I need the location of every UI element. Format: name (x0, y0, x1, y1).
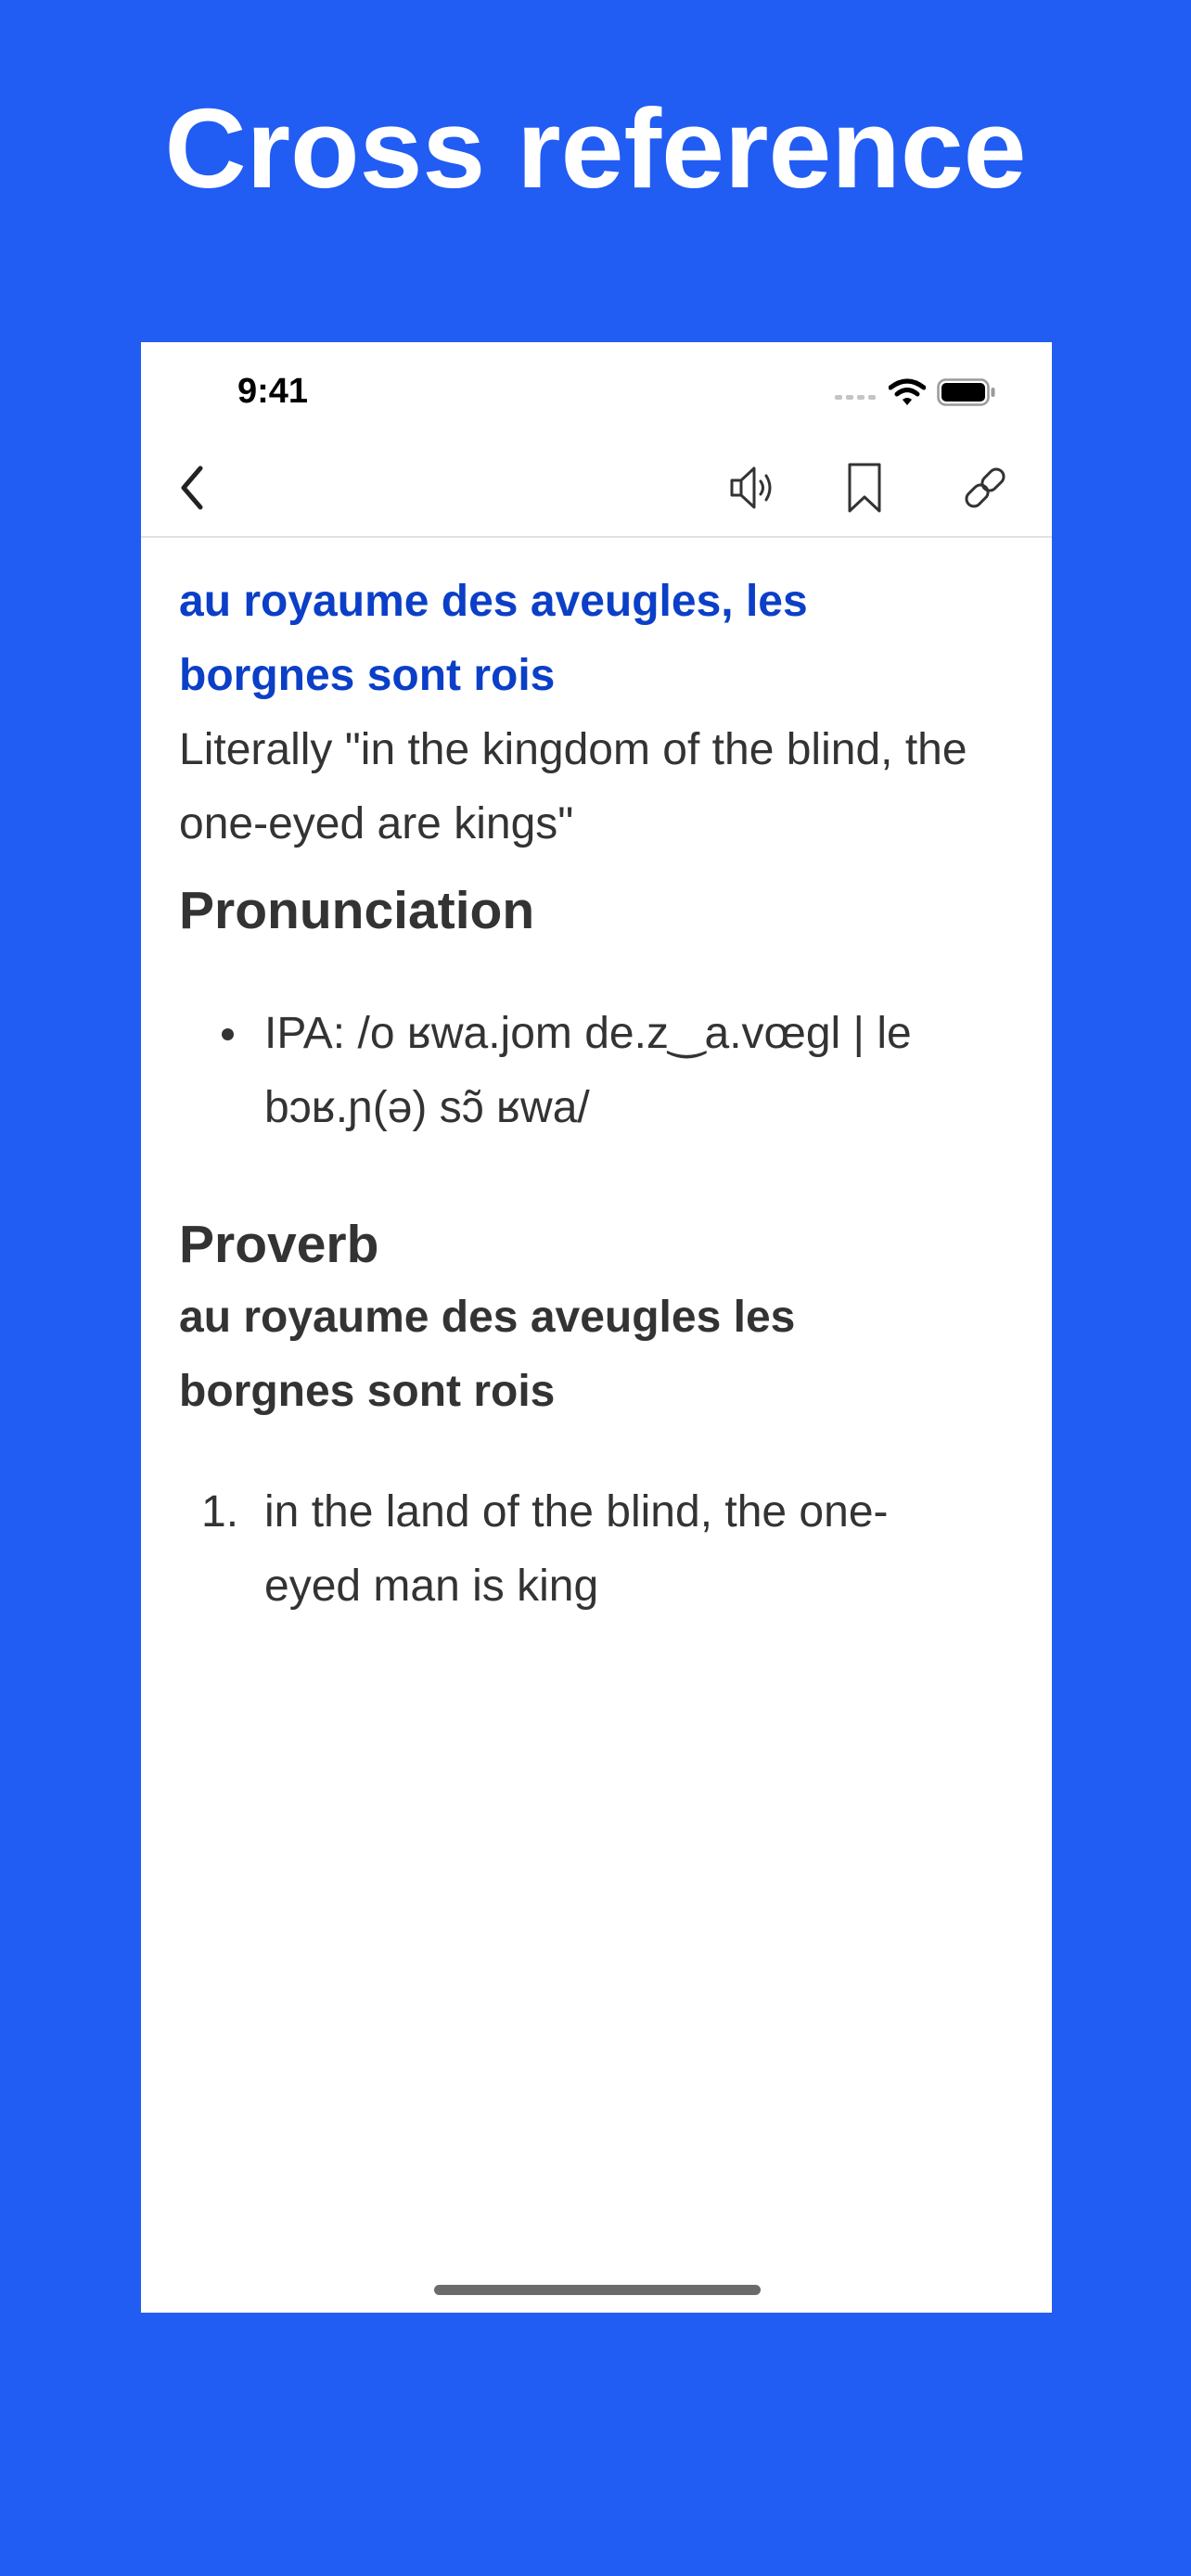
speaker-icon (728, 463, 778, 517)
status-time: 9:41 (237, 372, 309, 411)
status-bar (141, 342, 1052, 444)
status-icons (835, 377, 996, 411)
proverb-form: au royaume des aveugles les borgnes sont rois (179, 1293, 796, 1416)
home-indicator[interactable] (434, 2285, 761, 2295)
proverb-heading: Proverb (179, 1215, 379, 1274)
bookmark-icon (846, 462, 883, 518)
ipa-text: IPA: /o ʁwa.jom de.z‿a.vœɡl | le bɔʁ.ɲ(ə) sɔ̃ ʁwa/ (264, 1009, 912, 1132)
ipa-item (179, 997, 1006, 1145)
nav-bar (141, 444, 1052, 538)
pronunciation-heading: Pronunciation (179, 881, 535, 940)
phone-screen (141, 342, 1052, 2313)
back-button[interactable] (160, 444, 224, 536)
sense-number: 1. (201, 1487, 239, 1537)
bullet (222, 1028, 234, 1040)
sense-item (179, 1475, 932, 1624)
link-icon (960, 463, 1010, 517)
pronounce-button[interactable] (716, 444, 790, 536)
sense-list (179, 1475, 1014, 1624)
sense-text: in the land of the blind, the one-eyed man is king (264, 1487, 889, 1611)
cellular-icon (835, 385, 877, 404)
literal-translation: Literally "in the kingdom of the blind, the one-eyed are kings" (179, 725, 967, 848)
promo-title: Cross reference (164, 85, 1027, 211)
wifi-icon (889, 378, 926, 411)
share-link-button[interactable] (948, 444, 1022, 536)
pronunciation-list (179, 997, 1014, 1145)
entry-content (179, 565, 1014, 1624)
bookmark-button[interactable] (832, 444, 897, 536)
headword: au royaume des aveugles, les borgnes sont rois (179, 577, 808, 700)
battery-icon (937, 378, 996, 411)
chevron-left-icon (178, 465, 206, 516)
